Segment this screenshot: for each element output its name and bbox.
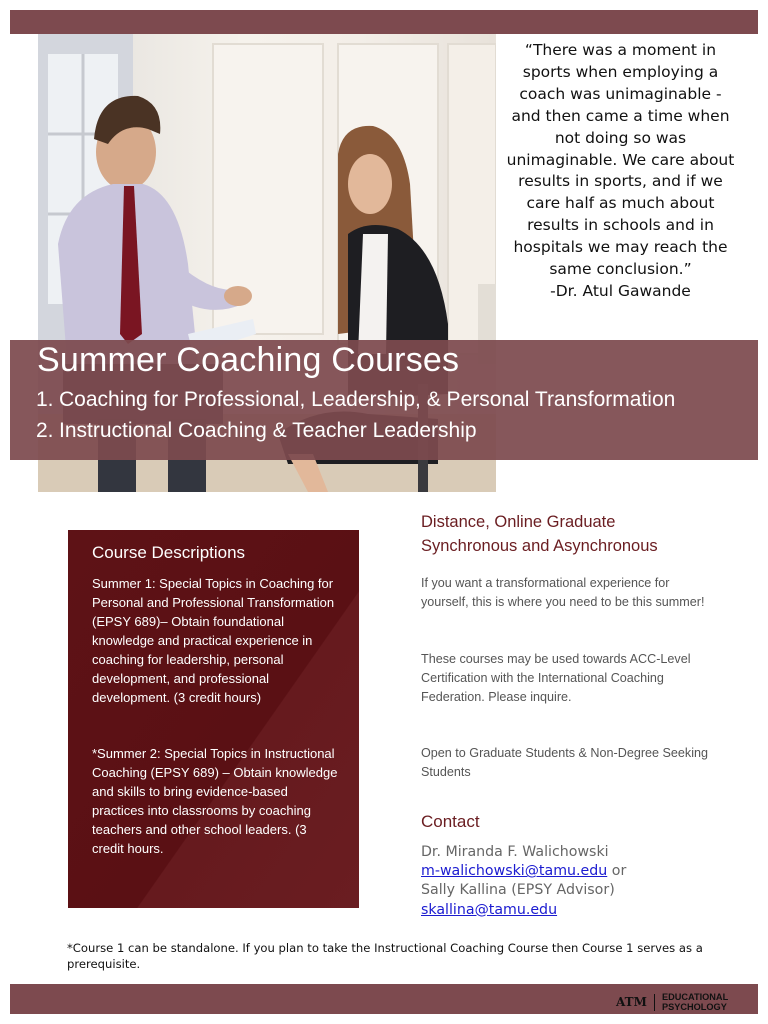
contact-name-2: Sally Kallina (EPSY Advisor)	[421, 882, 615, 899]
course-name: Coaching for Professional, Leadership, & Personal Transformation	[59, 388, 676, 411]
top-band	[10, 10, 758, 34]
distance-heading-line2: Synchronous and Asynchronous	[421, 537, 658, 555]
contact-block	[421, 843, 626, 920]
course-descriptions-heading: Course Descriptions	[92, 543, 246, 562]
atm-logo-icon: ATM	[616, 995, 647, 1009]
quote	[503, 40, 738, 303]
contact-email-link-2[interactable]: skallina@tamu.edu	[421, 901, 558, 918]
footnote: *Course 1 can be standalone. If you plan to take the Instructional Coaching Course then Course 1 serves as a prerequisite.	[67, 941, 703, 971]
logo-text	[662, 993, 728, 1013]
summer1-description: Summer 1: Special Topics in Coaching for Personal and Professional Transformation (EPSY 689)– Obtain foundational knowledge and practical experience in coaching for leadership, personal development, and professional development. (3 credit hours)	[92, 576, 335, 705]
summer2-description: *Summer 2: Special Topics in Instructional Coaching (EPSY 689) – Obtain knowledge and skills to bring evidence-based practices into classrooms by coaching teachers and other school leaders. (3 credit hours.	[92, 746, 338, 856]
logo-line-1: EDUCATIONAL	[662, 992, 729, 1002]
quote-author: -Dr. Atul Gawande	[550, 281, 691, 300]
logo-divider	[654, 994, 655, 1011]
course-number: 1.	[36, 388, 54, 411]
tamu-educational-psychology-logo	[616, 992, 748, 1012]
info-paragraph: If you want a transformational experience for yourself, this is where you need to be this summer!	[421, 576, 705, 609]
course-item	[36, 388, 675, 412]
distance-heading-line1: Distance, Online Graduate	[421, 513, 616, 531]
course-item	[36, 419, 477, 443]
course-title: Summer Coaching Courses	[37, 341, 460, 379]
title-banner	[10, 340, 758, 460]
contact-name-1: Dr. Miranda F. Walichowski	[421, 844, 609, 860]
course-number: 2.	[36, 419, 54, 442]
info-paragraph: These courses may be used towards ACC-Level Certification with the International Coaching Federation. Please inquire.	[421, 652, 691, 704]
contact-email-link-1[interactable]: m-walichowski@tamu.edu	[421, 863, 608, 880]
quote-text: “There was a moment in sports when employing a coach was unimaginable - and then came a time when not doing so was unimaginable. We care about results in sports, and if we care half as much about results in schools and in hospitals we may reach the same conclusion.”	[506, 41, 735, 279]
course-name: Instructional Coaching & Teacher Leadership	[59, 419, 477, 442]
contact-heading: Contact	[421, 812, 480, 831]
logo-line-2: PSYCHOLOGY	[662, 1001, 727, 1012]
distance-heading	[421, 510, 741, 558]
info-paragraph: Open to Graduate Students & Non-Degree Seeking Students	[421, 746, 709, 779]
contact-or: or	[611, 863, 627, 880]
course-descriptions-box	[68, 530, 359, 908]
